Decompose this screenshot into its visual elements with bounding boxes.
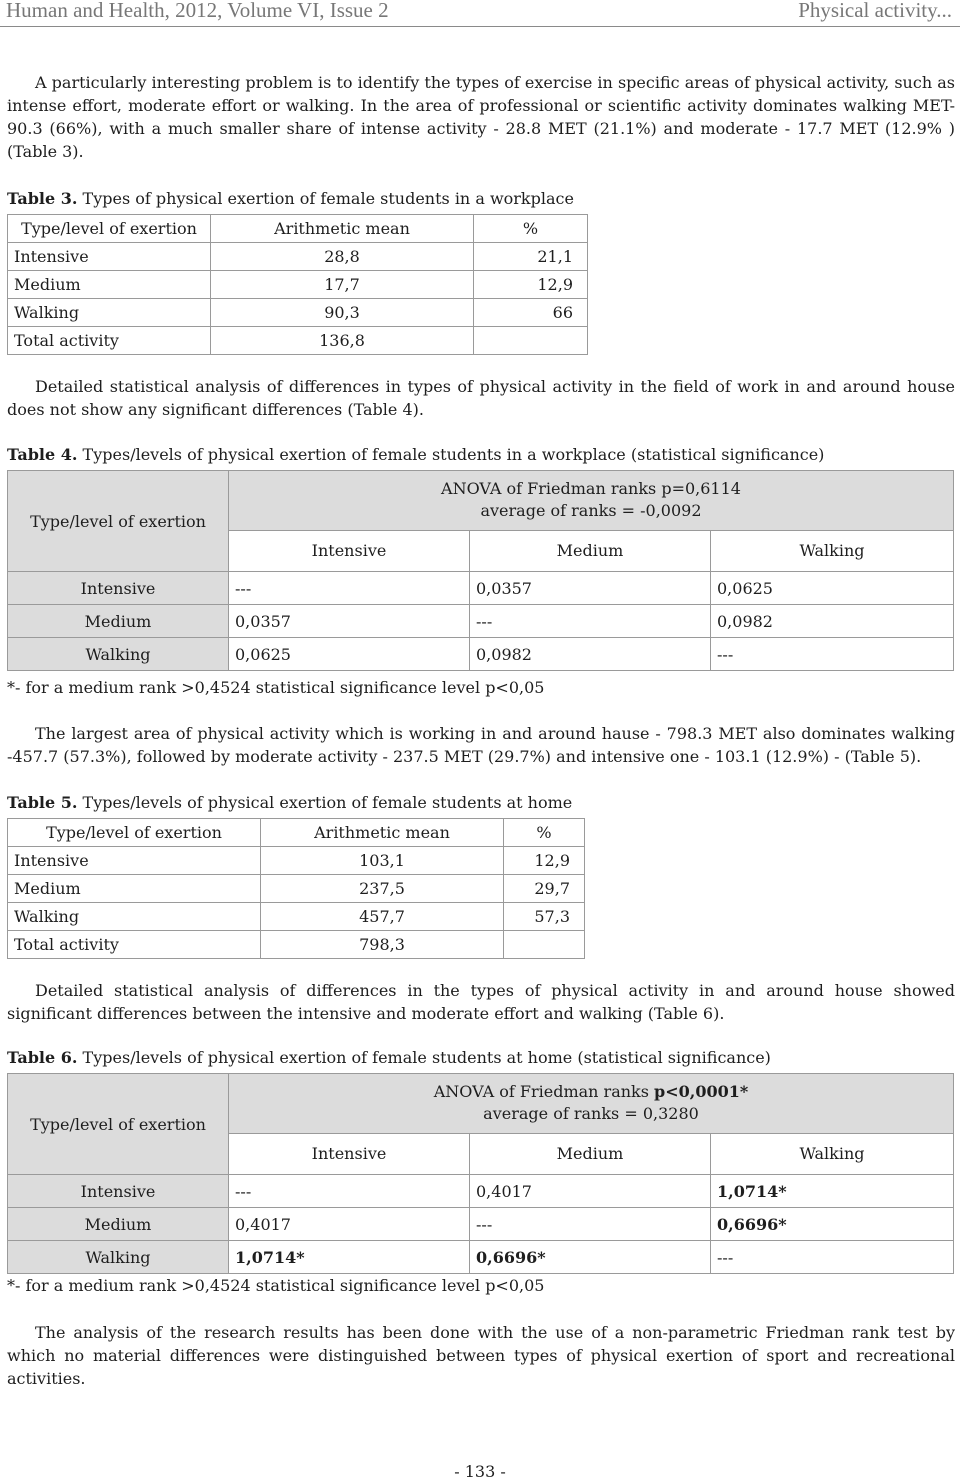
page-number: - 133 - <box>454 1462 506 1481</box>
paragraph-4: Detailed statistical analysis of differences in the types of physical activity in and around house showed significant differences between the intensive and moderate effort and walking (Table 6). <box>7 981 955 1023</box>
table-cell: 90,3 <box>211 299 474 327</box>
table-row <box>8 638 954 671</box>
table-cell: 0,0357 <box>470 572 711 605</box>
paragraph-5: The analysis of the research results has been done with the use of a non-parametric Friedman rank test by which no material differences were distinguished between types of physical exertion of sport and recreational activities. <box>7 1323 955 1388</box>
anova-cell: ANOVA of Friedman ranks p<0,0001* average of ranks = 0,3280 <box>229 1074 954 1134</box>
table-cell: 57,3 <box>504 903 585 931</box>
header-cell: % <box>504 819 585 847</box>
corner-cell: Type/level of exertion <box>8 471 229 572</box>
table-row <box>8 875 585 903</box>
table-cell: --- <box>229 1175 470 1208</box>
table6 <box>7 1073 954 1274</box>
column-header: Intensive <box>229 1133 470 1174</box>
row-label: Intensive <box>8 572 229 605</box>
column-header: Medium <box>470 1133 711 1174</box>
column-header: Walking <box>711 1133 954 1174</box>
row-label: Total activity <box>8 327 211 355</box>
table3 <box>7 214 588 355</box>
table-row <box>8 271 588 299</box>
table-row <box>8 847 585 875</box>
header-cell: Arithmetic mean <box>211 215 474 243</box>
table-cell: 0,0625 <box>229 638 470 671</box>
table-cell: 0,0982 <box>711 605 954 638</box>
table-cell: --- <box>711 638 954 671</box>
corner-cell: Type/level of exertion <box>8 1074 229 1175</box>
table-cell: 1,0714* <box>711 1175 954 1208</box>
table4 <box>7 470 954 671</box>
table-cell <box>504 931 585 959</box>
table-cell: 0,0982 <box>470 638 711 671</box>
table-cell: 28,8 <box>211 243 474 271</box>
row-label: Medium <box>8 605 229 638</box>
table-cell: 457,7 <box>261 903 504 931</box>
journal-title: Human and Health, 2012, Volume VI, Issue 2 <box>6 0 389 22</box>
table-row <box>8 299 588 327</box>
table6-caption: Table 6. Types/levels of physical exertion of female students at home (statistical significance) <box>7 1048 771 1067</box>
table-header-row <box>8 819 585 847</box>
table-cell: 0,6696* <box>711 1208 954 1241</box>
row-label: Medium <box>8 875 261 903</box>
table-row <box>8 903 585 931</box>
table-cell: 0,6696* <box>470 1241 711 1274</box>
row-label: Intensive <box>8 243 211 271</box>
column-header: Walking <box>711 530 954 571</box>
table-cell: 237,5 <box>261 875 504 903</box>
row-label: Walking <box>8 1241 229 1274</box>
paragraph-3: The largest area of physical activity which is working in and around hause - 798.3 MET also dominates walking -457.7 (57.3%), followed by moderate activity - 237.5 MET (29.7%) and intensive one - 103.1 (12.9%) - (Table 5). <box>7 724 955 766</box>
table4-caption: Table 4. Types/levels of physical exertion of female students in a workplace (statistical significance) <box>7 445 825 464</box>
anova-cell: ANOVA of Friedman ranks p=0,6114 average of ranks = -0,0092 <box>229 471 954 531</box>
table-row <box>8 572 954 605</box>
row-label: Walking <box>8 903 261 931</box>
table-row <box>8 327 588 355</box>
row-label: Walking <box>8 299 211 327</box>
table-cell: 0,0625 <box>711 572 954 605</box>
table-cell: 1,0714* <box>229 1241 470 1274</box>
table3-caption: Table 3. Types of physical exertion of female students in a workplace <box>7 189 574 208</box>
table-row <box>8 1208 954 1241</box>
row-label: Medium <box>8 271 211 299</box>
table-cell: 29,7 <box>504 875 585 903</box>
header-cell: Type/level of exertion <box>8 215 211 243</box>
table-cell: 0,0357 <box>229 605 470 638</box>
table6-note: *- for a medium rank >0,4524 statistical significance level p<0,05 <box>7 1276 545 1295</box>
table-cell: 103,1 <box>261 847 504 875</box>
table-cell: 17,7 <box>211 271 474 299</box>
table-cell: --- <box>711 1241 954 1274</box>
paragraph-1: A particularly interesting problem is to identify the types of exercise in specific areas of physical activity, such as intense effort, moderate effort or walking. In the area of professional or scientific activity dominates walking MET-90.3 (66%), with a much smaller share of intense activity - 28.8 MET (21.1%) and moderate - 17.7 MET (12.9% ) (Table 3). <box>7 73 955 161</box>
table5 <box>7 818 585 959</box>
table-cell: 0,4017 <box>470 1175 711 1208</box>
row-label: Intensive <box>8 847 261 875</box>
row-label: Walking <box>8 638 229 671</box>
table-header-row <box>8 215 588 243</box>
row-label: Total activity <box>8 931 261 959</box>
column-header: Medium <box>470 530 711 571</box>
running-title: Physical activity... <box>798 0 952 22</box>
table-row <box>8 931 585 959</box>
table-cell: 12,9 <box>504 847 585 875</box>
table-cell: --- <box>229 572 470 605</box>
table5-caption: Table 5. Types/levels of physical exertion of female students at home <box>7 793 573 812</box>
table-cell: 12,9 <box>474 271 588 299</box>
row-label: Medium <box>8 1208 229 1241</box>
table-cell: 0,4017 <box>229 1208 470 1241</box>
table-cell: --- <box>470 1208 711 1241</box>
header-cell: Type/level of exertion <box>8 819 261 847</box>
column-header: Intensive <box>229 530 470 571</box>
table-cell <box>474 327 588 355</box>
paragraph-2: Detailed statistical analysis of differences in types of physical activity in the field of work in and around house does not show any significant differences (Table 4). <box>7 377 955 419</box>
table-row <box>8 1241 954 1274</box>
header-cell: Arithmetic mean <box>261 819 504 847</box>
page-header <box>0 0 960 27</box>
table4-note: *- for a medium rank >0,4524 statistical significance level p<0,05 <box>7 678 545 697</box>
table-cell: --- <box>470 605 711 638</box>
table-row <box>8 243 588 271</box>
row-label: Intensive <box>8 1175 229 1208</box>
header-cell: % <box>474 215 588 243</box>
table-cell: 136,8 <box>211 327 474 355</box>
table-row <box>8 1175 954 1208</box>
table-cell: 798,3 <box>261 931 504 959</box>
table-cell: 66 <box>474 299 588 327</box>
table-row <box>8 605 954 638</box>
table-cell: 21,1 <box>474 243 588 271</box>
